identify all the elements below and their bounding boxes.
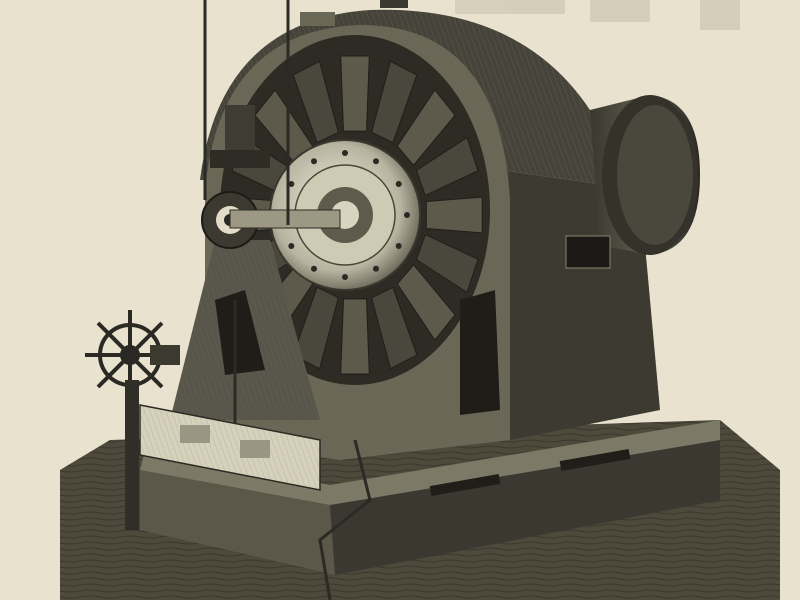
hub-bolt [396, 181, 402, 187]
exciter-drum [590, 95, 700, 255]
hub-bolt [342, 274, 348, 280]
wheel-hub-mount [150, 345, 180, 365]
wheel-post [125, 380, 139, 530]
hub-bolt [288, 243, 294, 249]
hub-bolt [396, 243, 402, 249]
hub-bolt [373, 266, 379, 272]
nameplate [566, 236, 610, 268]
hub-bolt [404, 212, 410, 218]
hub-bolt [342, 150, 348, 156]
hub-bolt [373, 158, 379, 164]
hub-bolt [311, 266, 317, 272]
field-pole [341, 56, 370, 131]
main-shaft [230, 210, 340, 228]
field-pole [341, 299, 370, 374]
field-pole [426, 197, 482, 233]
hub-bolt [311, 158, 317, 164]
